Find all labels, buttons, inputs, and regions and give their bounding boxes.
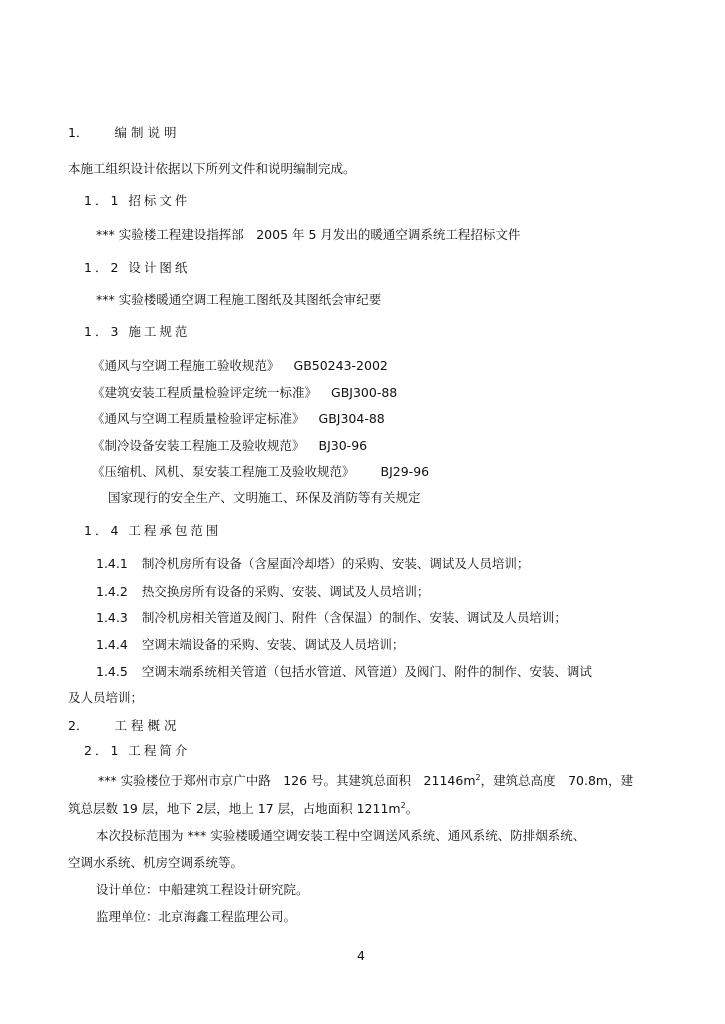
- norm-code: GB50243-2002: [293, 358, 388, 373]
- bid-scope-line-2: 空调水系统、机房空调系统等。: [68, 855, 244, 870]
- subsection-1-3-title: 1．3 施工规范: [84, 324, 191, 339]
- section-1-number: 1．: [68, 125, 89, 140]
- bid-scope-line-1: 本次投标范围为 *** 实验楼暖通空调安装工程中空调送风系统、通风系统、防排烟系统、: [96, 828, 586, 843]
- scope-item-number: 1.4.4: [96, 637, 128, 652]
- scope-item-text: 热交换房所有设备的采购、安装、调试及人员培训；: [141, 584, 430, 599]
- subsection-2-1-title: 2．1 工程简介: [84, 743, 191, 758]
- norm-code: GBJ300-88: [331, 385, 398, 400]
- norm-note: 国家现行的安全生产、文明施工、环保及消防等有关规定: [108, 490, 421, 505]
- supervision-unit-label: 监理单位：: [96, 909, 159, 924]
- norm-name: 《通风与空调工程施工验收规范》: [92, 358, 280, 373]
- scope-item-number: 1.4.1: [96, 556, 128, 571]
- supervision-unit: [96, 909, 296, 925]
- norm-name: 《制冷设备安装工程施工及验收规范》: [92, 438, 305, 453]
- scope-item-number: 1.4.5: [96, 664, 128, 679]
- scope-item: [96, 610, 567, 626]
- section-2-heading: [68, 718, 180, 734]
- scope-item-text: 空调末端系统相关管道（包括水管道、风管道）及阀门、附件的制作、安装、调试: [141, 664, 592, 679]
- section-1-intro: 本施工组织设计依据以下所列文件和说明编制完成。: [68, 161, 356, 176]
- scope-item-number: 1.4.2: [96, 584, 128, 599]
- scope-item: [96, 637, 404, 653]
- norm-name: 《建筑安装工程质量检验评定统一标准》: [92, 385, 318, 400]
- design-unit: [96, 882, 309, 898]
- subsection-1-2-title: 1．2 设计图纸: [84, 260, 191, 275]
- norm-item: [92, 464, 429, 480]
- section-2-title: 工程概况: [114, 718, 181, 733]
- scope-item-text: 制冷机房相关管道及阀门、附件（含保温）的制作、安装、调试及人员培训；: [141, 610, 567, 625]
- supervision-unit-value: 北京海鑫工程监理公司。: [158, 909, 297, 924]
- norm-item: [92, 438, 367, 454]
- scope-item: [96, 584, 429, 600]
- norm-code: BJ29-96: [380, 464, 430, 479]
- design-unit-label: 设计单位：: [96, 882, 159, 897]
- norm-name: 《通风与空调工程质量检验评定标准》: [92, 411, 305, 426]
- norm-code: GBJ304-88: [318, 411, 385, 426]
- scope-item-continuation: 及人员培训；: [68, 690, 144, 705]
- norm-item: [92, 358, 388, 374]
- page-number: 4: [357, 948, 365, 963]
- norm-item: [92, 385, 397, 401]
- section-1-title: 编制说明: [114, 125, 181, 140]
- norm-name: 《压缩机、风机、泵安装工程施工及验收规范》: [92, 464, 355, 479]
- section-1-heading: [68, 125, 180, 141]
- subsection-1-4-title: 1．4 工程承包范围: [84, 523, 222, 538]
- scope-item: [96, 556, 529, 572]
- project-summary-line-2: 筑总层数 19 层，地下 2层，地上 17 层，占地面积 $1211m^2$。: [68, 801, 419, 816]
- scope-item: [96, 664, 592, 680]
- norm-code: BJ30-96: [318, 438, 368, 453]
- scope-item-number: 1.4.3: [96, 610, 128, 625]
- section-2-number: 2．: [68, 718, 89, 733]
- subsection-1-1-title: 1．1 招标文件: [84, 193, 191, 208]
- subsection-1-1-text: *** 实验楼工程建设指挥部 2005 年 5 月发出的暖通空调系统工程招标文件: [96, 227, 521, 242]
- scope-item-text: 制冷机房所有设备（含屋面冷却塔）的采购、安装、调试及人员培训；: [141, 556, 530, 571]
- design-unit-value: 中船建筑工程设计研究院。: [158, 882, 309, 897]
- project-summary-line-1: *** 实验楼位于郑州市京广中路 126 号。其建筑总面积 $21146m^2$，建筑总高度 70.8m，建: [98, 773, 634, 788]
- scope-item-text: 空调末端设备的采购、安装、调试及人员培训；: [141, 637, 405, 652]
- norm-item: [92, 411, 385, 427]
- subsection-1-2-text: *** 实验楼暖通空调工程施工图纸及其图纸会审纪要: [96, 292, 382, 307]
